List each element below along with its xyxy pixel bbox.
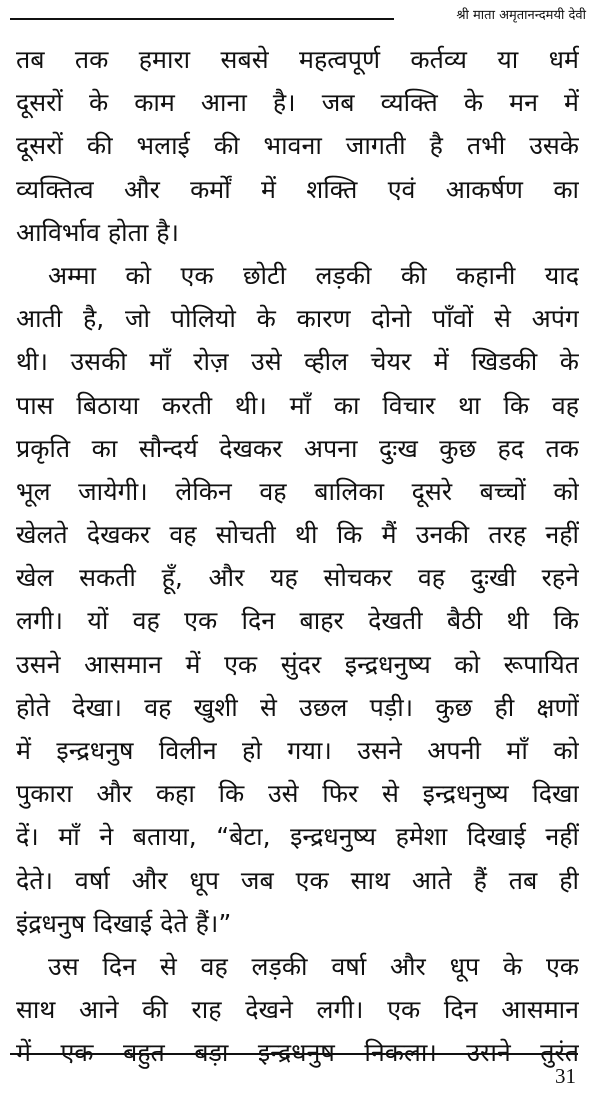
text-line: खेलते देखकर वह सोचती थी कि मैं उनकी तरह नहीं — [16, 520, 579, 550]
text-line: भूल जायेगी। लेकिन वह बालिका दूसरे बच्चों को — [16, 476, 579, 506]
text-line: प्रकृति का सौन्दर्य देखकर अपना दुःख कुछ हद तक — [16, 433, 579, 463]
text-line: में एक बहुत बड़ा इन्द्रधनुष निकला। उसने तुरंत — [16, 1038, 579, 1068]
page-number: 31 — [555, 1064, 576, 1088]
text-line: होते देखा। वह खुशी से उछल पड़ी। कुछ ही क्षणों — [16, 692, 579, 722]
text-line: देते। वर्षा और धूप जब एक साथ आते हैं तब ही — [16, 865, 579, 895]
text-line: तब तक हमारा सबसे महत्वपूर्ण कर्तव्य या धर्म — [16, 45, 579, 74]
header-rule — [10, 18, 394, 20]
text-line: खेल सकती हूँ, और यह सोचकर वह दुःखी रहने — [16, 563, 579, 593]
body-text — [16, 38, 579, 1075]
text-line: थी। उसकी माँ रोज़ उसे व्हील चेयर में खिडकी के — [16, 347, 579, 377]
text-line: पुकारा और कहा कि उसे फिर से इन्द्रधनुष्य दिखा — [16, 779, 579, 809]
running-header-title: श्री माता अमृतानन्दमयी देवी — [456, 8, 586, 23]
text-line: अम्मा को एक छोटी लड़की की कहानी याद — [48, 260, 579, 290]
running-header — [10, 4, 586, 30]
text-line: व्यक्तित्व और कर्मों में शक्ति एवं आकर्षण का — [16, 174, 579, 204]
text-line: साथ आने की राह देखने लगी। एक दिन आसमान — [16, 995, 579, 1025]
text-line: दें। माँ ने बताया, “बेटा, इन्द्रधनुष्य हमेशा दिखाई नहीं — [16, 822, 579, 852]
text-line: दूसरों के काम आना है। जब व्यक्ति के मन में — [16, 88, 579, 118]
text-line: इंद्रधनुष दिखाई देते हैं।” — [16, 908, 232, 938]
text-line: आती है, जो पोलियो के कारण दोनो पाँवों से अपंग — [16, 304, 579, 334]
footer-rule — [10, 1053, 578, 1055]
text-line: लगी। यों वह एक दिन बाहर देखती बैठी थी कि — [16, 606, 579, 636]
text-line: आविर्भाव होता है। — [16, 217, 179, 247]
text-line: उस दिन से वह लड़की वर्षा और धूप के एक — [48, 951, 579, 981]
text-line: उसने आसमान में एक सुंदर इन्द्रधनुष्य को रूपायित — [16, 649, 579, 679]
text-line: में इन्द्रधनुष विलीन हो गया। उसने अपनी माँ को — [16, 736, 579, 765]
text-line: दूसरों की भलाई की भावना जागती है तभी उसके — [16, 131, 579, 161]
text-line: पास बिठाया करती थी। माँ का विचार था कि वह — [16, 390, 579, 420]
